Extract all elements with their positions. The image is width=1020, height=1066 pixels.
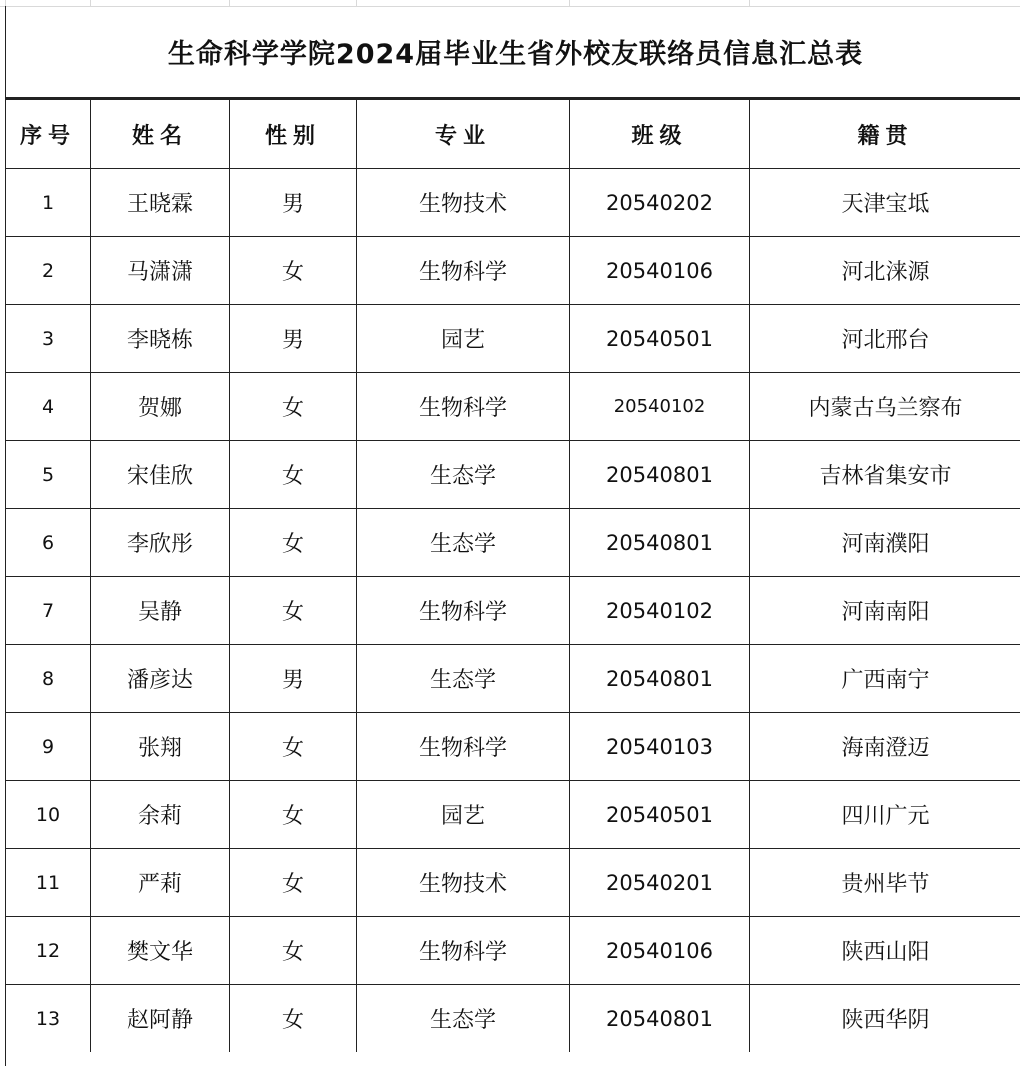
cell-origin[interactable]: 河南濮阳: [750, 509, 1020, 577]
cell-gender[interactable]: 女: [230, 373, 357, 441]
cell-name[interactable]: 吴静: [91, 577, 230, 645]
table-row: [6, 781, 1020, 849]
spreadsheet: [5, 6, 1020, 1066]
cell-origin[interactable]: 陕西山阳: [750, 917, 1020, 985]
table-row: [6, 169, 1020, 237]
cell-gender[interactable]: 女: [230, 985, 357, 1053]
cell-origin[interactable]: 内蒙古乌兰察布: [750, 373, 1020, 441]
cell-name[interactable]: 李欣彤: [91, 509, 230, 577]
cell-index[interactable]: 1: [6, 169, 91, 237]
cell-name[interactable]: 潘彦达: [91, 645, 230, 713]
cell-origin[interactable]: 河北涞源: [750, 237, 1020, 305]
cell-index[interactable]: 9: [6, 713, 91, 781]
cell-gender[interactable]: 男: [230, 645, 357, 713]
table-row: [6, 305, 1020, 373]
cell-gender[interactable]: 女: [230, 441, 357, 509]
cell-name[interactable]: 严莉: [91, 849, 230, 917]
cell-index[interactable]: 5: [6, 441, 91, 509]
cell-gender[interactable]: 女: [230, 237, 357, 305]
cell-name[interactable]: 樊文华: [91, 917, 230, 985]
cell-major[interactable]: 生态学: [357, 441, 570, 509]
cell-major[interactable]: 生态学: [357, 985, 570, 1053]
cell-origin[interactable]: 吉林省集安市: [750, 441, 1020, 509]
cell-gender[interactable]: 女: [230, 713, 357, 781]
cell-name[interactable]: 王晓霖: [91, 169, 230, 237]
cell-gender[interactable]: 女: [230, 781, 357, 849]
cell-class[interactable]: 20540801: [570, 985, 750, 1053]
table-row: [6, 713, 1020, 781]
cell-class[interactable]: 20540801: [570, 645, 750, 713]
cell-index[interactable]: 13: [6, 985, 91, 1053]
cell-class[interactable]: 20540106: [570, 917, 750, 985]
cell-major[interactable]: 园艺: [357, 781, 570, 849]
cell-index[interactable]: 2: [6, 237, 91, 305]
header-gender[interactable]: 性别: [230, 100, 357, 169]
table-row: [6, 373, 1020, 441]
cell-gender[interactable]: 女: [230, 917, 357, 985]
cell-origin[interactable]: 广西南宁: [750, 645, 1020, 713]
cell-major[interactable]: 生物技术: [357, 849, 570, 917]
cell-name[interactable]: 赵阿静: [91, 985, 230, 1053]
cell-gender[interactable]: 女: [230, 577, 357, 645]
cell-origin[interactable]: 河北邢台: [750, 305, 1020, 373]
cell-name[interactable]: 余莉: [91, 781, 230, 849]
cell-origin[interactable]: 河南南阳: [750, 577, 1020, 645]
cell-major[interactable]: 生物技术: [357, 169, 570, 237]
cell-major[interactable]: 生态学: [357, 645, 570, 713]
cell-major[interactable]: 园艺: [357, 305, 570, 373]
cell-index[interactable]: 12: [6, 917, 91, 985]
cell-class[interactable]: 20540106: [570, 237, 750, 305]
table-row: [6, 577, 1020, 645]
cell-major[interactable]: 生态学: [357, 509, 570, 577]
alumni-contact-table: [5, 99, 1020, 1052]
cell-origin[interactable]: 四川广元: [750, 781, 1020, 849]
cell-name[interactable]: 马潇潇: [91, 237, 230, 305]
cell-class[interactable]: 20540102: [570, 373, 750, 441]
table-row: [6, 645, 1020, 713]
cell-origin[interactable]: 陕西华阴: [750, 985, 1020, 1053]
cell-major[interactable]: 生物科学: [357, 373, 570, 441]
cell-index[interactable]: 7: [6, 577, 91, 645]
cell-class[interactable]: 20540102: [570, 577, 750, 645]
cell-gender[interactable]: 男: [230, 169, 357, 237]
header-index[interactable]: 序号: [6, 100, 91, 169]
cell-index[interactable]: 8: [6, 645, 91, 713]
cell-class[interactable]: 20540201: [570, 849, 750, 917]
cell-class[interactable]: 20540501: [570, 305, 750, 373]
cell-name[interactable]: 张翔: [91, 713, 230, 781]
cell-index[interactable]: 10: [6, 781, 91, 849]
cell-name[interactable]: 宋佳欣: [91, 441, 230, 509]
cell-index[interactable]: 6: [6, 509, 91, 577]
table-row: [6, 441, 1020, 509]
cell-major[interactable]: 生物科学: [357, 713, 570, 781]
cell-class[interactable]: 20540501: [570, 781, 750, 849]
cell-class[interactable]: 20540202: [570, 169, 750, 237]
cell-origin[interactable]: 天津宝坻: [750, 169, 1020, 237]
cell-index[interactable]: 4: [6, 373, 91, 441]
cell-class[interactable]: 20540801: [570, 509, 750, 577]
table-row: [6, 917, 1020, 985]
header-row: [6, 100, 1020, 169]
header-major[interactable]: 专业: [357, 100, 570, 169]
cell-gender[interactable]: 女: [230, 849, 357, 917]
table-row: [6, 849, 1020, 917]
cell-gender[interactable]: 男: [230, 305, 357, 373]
table-row: [6, 509, 1020, 577]
cell-index[interactable]: 3: [6, 305, 91, 373]
table-row: [6, 985, 1020, 1053]
cell-origin[interactable]: 贵州毕节: [750, 849, 1020, 917]
cell-name[interactable]: 贺娜: [91, 373, 230, 441]
table-row: [6, 237, 1020, 305]
header-origin[interactable]: 籍贯: [750, 100, 1020, 169]
cell-name[interactable]: 李晓栋: [91, 305, 230, 373]
cell-gender[interactable]: 女: [230, 509, 357, 577]
header-name[interactable]: 姓名: [91, 100, 230, 169]
cell-class[interactable]: 20540103: [570, 713, 750, 781]
cell-origin[interactable]: 海南澄迈: [750, 713, 1020, 781]
cell-major[interactable]: 生物科学: [357, 577, 570, 645]
cell-major[interactable]: 生物科学: [357, 237, 570, 305]
sheet-title[interactable]: 生命科学学院2024届毕业生省外校友联络员信息汇总表: [6, 6, 1020, 99]
header-class[interactable]: 班级: [570, 100, 750, 169]
cell-index[interactable]: 11: [6, 849, 91, 917]
cell-major[interactable]: 生物科学: [357, 917, 570, 985]
cell-class[interactable]: 20540801: [570, 441, 750, 509]
